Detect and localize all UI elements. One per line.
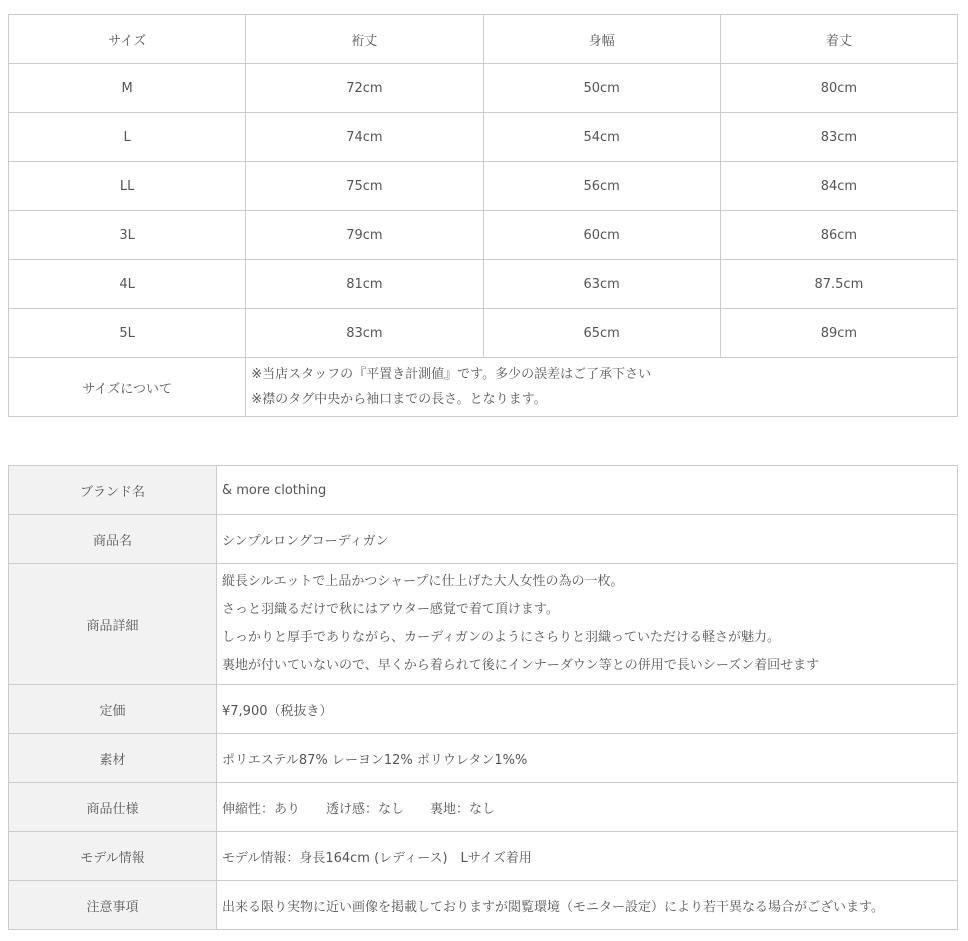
size-note-row <box>9 358 958 417</box>
product-detail-line: さっと羽織るだけで秋にはアウター感覚で着て頂けます。 <box>222 602 559 617</box>
spec-row-material <box>9 734 958 783</box>
spec-table <box>8 465 958 930</box>
product-name-label: 商品名 <box>9 515 217 564</box>
total-length-value: 89cm <box>720 309 957 358</box>
sleeve-length-value: 79cm <box>246 211 483 260</box>
size-label: 5L <box>9 309 246 358</box>
size-note-label: サイズについて <box>9 358 246 417</box>
sleeve-length-value: 75cm <box>246 162 483 211</box>
size-row-3l <box>9 211 958 260</box>
caution-label: 注意事項 <box>9 881 217 930</box>
body-width-value: 63cm <box>483 260 720 309</box>
spec-row-price <box>9 685 958 734</box>
size-label: 3L <box>9 211 246 260</box>
size-label: M <box>9 64 246 113</box>
product-detail-line: 裏地が付いていないので、早くから着られて後にインナーダウン等との併用で長いシーズン着回せます <box>222 658 820 673</box>
size-note-line: ※当店スタッフの『平置き計測値』です。多少の誤差はご了承下さい <box>251 367 652 382</box>
size-note-line: ※襟のタグ中央から袖口までの長さ。となります。 <box>251 392 547 407</box>
spec-row-product-name <box>9 515 958 564</box>
brand-label: ブランド名 <box>9 466 217 515</box>
body-width-value: 50cm <box>483 64 720 113</box>
total-length-value: 84cm <box>720 162 957 211</box>
size-label: 4L <box>9 260 246 309</box>
caution-value: 出来る限り実物に近い画像を掲載しておりますが閲覧環境（モニター設定）により若干異なる場合がございます。 <box>217 881 958 930</box>
size-row-5l <box>9 309 958 358</box>
size-label: LL <box>9 162 246 211</box>
material-value: ポリエステル87% レーヨン12% ポリウレタン1%% <box>217 734 958 783</box>
price-label: 定価 <box>9 685 217 734</box>
body-width-value: 60cm <box>483 211 720 260</box>
body-width-value: 54cm <box>483 113 720 162</box>
product-detail-line: しっかりと厚手でありながら、カーディガンのようにさらりと羽織っていただける軽さが魅力。 <box>222 630 780 645</box>
size-table-header-row <box>9 15 958 64</box>
size-row-ll <box>9 162 958 211</box>
spec-row-caution <box>9 881 958 930</box>
product-detail-value <box>217 564 958 685</box>
header-body-width: 身幅 <box>483 15 720 64</box>
header-size: サイズ <box>9 15 246 64</box>
sleeve-length-value: 83cm <box>246 309 483 358</box>
brand-value: & more clothing <box>217 466 958 515</box>
product-detail-label: 商品詳細 <box>9 564 217 685</box>
size-label: L <box>9 113 246 162</box>
spec-row-model <box>9 832 958 881</box>
size-row-l <box>9 113 958 162</box>
sleeve-length-value: 74cm <box>246 113 483 162</box>
spec-row-brand <box>9 466 958 515</box>
total-length-value: 87.5cm <box>720 260 957 309</box>
product-name-value: シンプルロングコーディガン <box>217 515 958 564</box>
price-value: ¥7,900（税抜き） <box>217 685 958 734</box>
total-length-value: 83cm <box>720 113 957 162</box>
header-total-length: 着丈 <box>720 15 957 64</box>
size-note-cell <box>246 358 958 417</box>
size-table <box>8 14 958 417</box>
spec-row-specification <box>9 783 958 832</box>
sleeve-length-value: 72cm <box>246 64 483 113</box>
header-sleeve-length: 裄丈 <box>246 15 483 64</box>
specification-value: 伸縮性：あり 透け感：なし 裏地：なし <box>217 783 958 832</box>
spec-row-detail <box>9 564 958 685</box>
sleeve-length-value: 81cm <box>246 260 483 309</box>
total-length-value: 80cm <box>720 64 957 113</box>
body-width-value: 56cm <box>483 162 720 211</box>
body-width-value: 65cm <box>483 309 720 358</box>
model-info-label: モデル情報 <box>9 832 217 881</box>
model-info-value: モデル情報：身長164cm (レディース) Lサイズ着用 <box>217 832 958 881</box>
specification-label: 商品仕様 <box>9 783 217 832</box>
size-row-m <box>9 64 958 113</box>
material-label: 素材 <box>9 734 217 783</box>
size-row-4l <box>9 260 958 309</box>
total-length-value: 86cm <box>720 211 957 260</box>
product-detail-line: 縦長シルエットで上品かつシャープに仕上げた大人女性の為の一枚。 <box>222 574 624 589</box>
